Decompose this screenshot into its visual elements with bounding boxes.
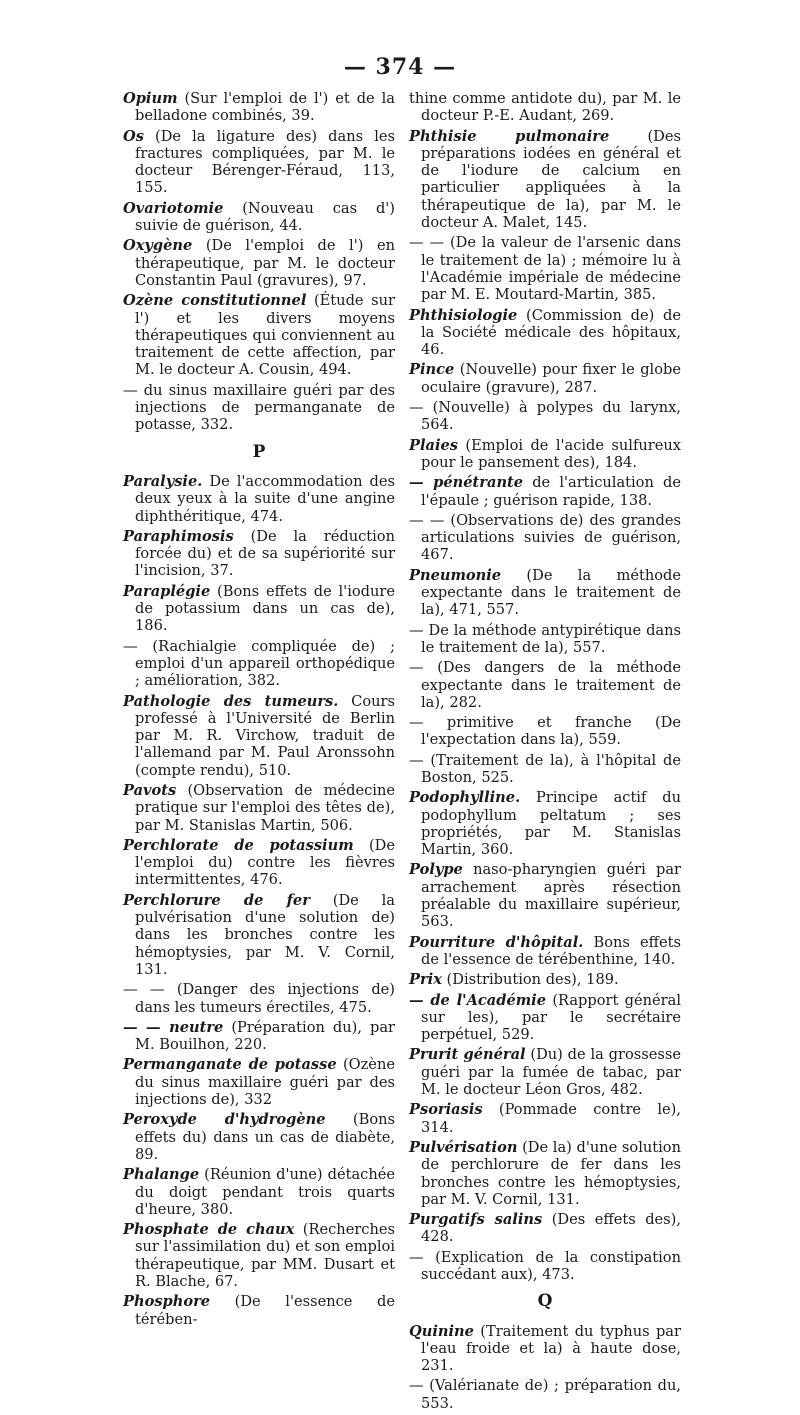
index-entry: [409, 512, 681, 564]
index-entry: [409, 234, 681, 303]
index-entry: [123, 473, 395, 525]
entry-text: — (Explication de la constipation succédant aux), 473.: [409, 1248, 681, 1283]
index-entry: [409, 1101, 681, 1136]
entry-term: Peroxyde d'hydrogène: [123, 1111, 326, 1129]
entry-term: — de l'Académie: [409, 991, 547, 1009]
entry-text: De l'accommodation des deux yeux à la suite d'une angine diphthéritique, 474.: [135, 472, 395, 525]
entry-text: (De l'essence de térében-: [135, 1293, 395, 1328]
entry-term: Ovariotomie: [123, 199, 224, 217]
entry-text: (Nouveau cas d') suivie de guérison, 44.: [135, 199, 395, 235]
index-entry: [123, 528, 395, 580]
section-letter: Q: [537, 1291, 553, 1312]
entry-text: (Commission de) de la Société médicale des hôpitaux, 46.: [421, 306, 681, 359]
entry-term: Opium: [123, 90, 178, 107]
entry-text: (De la pulvérisation d'une solution de) dans les bronches contre les hémoptysies, par M. V. Cornil, 131.: [135, 891, 395, 978]
entry-term: — — neutre: [123, 1018, 224, 1036]
entry-text: (De l'emploi de l') en thérapeutique, par M. le docteur Constantin Paul (gravures), 97.: [135, 237, 395, 289]
entry-term: Quinine: [409, 1322, 474, 1340]
entry-term: Ozène constitutionnel: [123, 292, 307, 310]
entry-term: Prurit général: [409, 1046, 526, 1064]
entry-text: (Traitement du typhus par l'eau froide et la) à haute dose, 231.: [421, 1322, 681, 1375]
index-entry: [123, 583, 395, 635]
entry-term: Pneumonie: [409, 566, 502, 584]
index-entry: [123, 837, 395, 889]
index-entry: [409, 714, 681, 749]
entry-text: — — (Observations de) des grandes articulations suivies de guérison, 467.: [409, 511, 681, 564]
entry-term: Phosphate de chaux: [123, 1221, 295, 1239]
index-entry: [123, 382, 395, 434]
section-letter: P: [252, 441, 266, 462]
left-column: [123, 90, 395, 1331]
entry-term: Purgatifs salins: [409, 1211, 543, 1229]
entry-term: Podophylline.: [409, 789, 521, 807]
entry-text: (De la méthode expectante dans le traitement de la), 471, 557.: [421, 566, 681, 619]
index-entry: [409, 437, 681, 472]
entry-text: (Observation de médecine pratique sur l'emploi des têtes de), par M. Stanislas Martin, 506.: [135, 781, 395, 834]
index-entry: [409, 1249, 681, 1284]
index-entry: [409, 992, 681, 1044]
entry-term: Pathologie des tumeurs.: [123, 692, 339, 710]
entry-text: de l'articulation de l'épaule ; guérison rapide, 138.: [421, 474, 681, 509]
entry-text: (De la réduction forcée du) et de sa supériorité sur l'incision, 37.: [135, 527, 395, 580]
index-entry: [123, 1293, 395, 1328]
index-entry: [123, 128, 395, 197]
entry-text: (Bons effets de l'iodure de potassium dans un cas de), 186.: [135, 582, 395, 635]
index-entry: [123, 1111, 395, 1163]
entry-term: Paraplégie: [123, 582, 211, 600]
entry-term: Phalange: [123, 1166, 200, 1184]
index-entry: [409, 567, 681, 619]
entry-term: — pénétrante: [409, 474, 524, 492]
entry-text: — (Nouvelle) à polypes du larynx, 564.: [409, 399, 681, 434]
index-entry: [123, 892, 395, 978]
entry-text: (De l'emploi du) contre les fièvres intermittentes, 476.: [135, 836, 395, 889]
entry-term: Permanganate de potasse: [123, 1056, 337, 1074]
index-entry: [123, 1166, 395, 1218]
index-entry: [409, 128, 681, 232]
index-entry: [123, 981, 395, 1016]
index-entry: [409, 474, 681, 509]
entry-text: thine comme antidote du), par M. le docteur P.-E. Audant, 269.: [409, 90, 681, 125]
index-entry: [409, 1211, 681, 1246]
entry-term: Oxygène: [123, 237, 193, 255]
entry-text: (Emploi de l'acide sulfureux pour le pansement des), 184.: [421, 436, 681, 471]
index-entry: [123, 693, 395, 779]
index-entry: [123, 237, 395, 289]
index-entry: [409, 934, 681, 969]
index-entry: [123, 638, 395, 690]
entry-term: Paralysie.: [123, 472, 203, 490]
entry-text: (Distribution des), 189.: [441, 971, 619, 989]
entry-text: — — (De la valeur de l'arsenic dans le traitement de la) ; mémoire lu à l'Académie impériale de médecine par M. E. Moutard-Martin, 385.: [409, 234, 681, 304]
index-entry: [409, 622, 681, 657]
entry-term: Paraphimosis: [123, 527, 234, 545]
entry-text: — De la méthode antypirétique dans le traitement de la), 557.: [409, 621, 681, 656]
index-entry: [123, 782, 395, 834]
index-entry: [409, 1139, 681, 1208]
entry-text: — — (Danger des injections de) dans les tumeurs érectiles, 475.: [123, 981, 395, 1016]
entry-term: Psoriasis: [409, 1101, 483, 1119]
entry-text: (De la ligature des) dans les fractures compliquées, par M. le docteur Bérenger-Féraud, 113, 155.: [135, 127, 395, 197]
entry-term: Phthisiologie: [409, 306, 518, 324]
index-entry: [409, 1377, 681, 1412]
entry-term: Pince: [409, 361, 455, 379]
entry-text: (Bons effets du) dans un cas de diabète, 89.: [135, 1111, 395, 1163]
entry-text: (Réunion d'une) détachée du doigt pendant trois quarts d'heure, 380.: [135, 1166, 395, 1218]
entry-term: Polype: [409, 861, 463, 879]
entry-text: Bons effets de l'essence de térébenthine, 140.: [421, 933, 682, 968]
entry-term: Pourriture d'hôpital.: [409, 933, 584, 951]
entry-text: (Du) de la grossesse guéri par la fumée de tabac, par M. le docteur Léon Gros, 482.: [421, 1046, 681, 1099]
entry-text: (De la) d'une solution de perchlorure de fer dans les bronches contre les hémoptysies, par M. V. Cornil, 131.: [421, 1138, 681, 1208]
entry-text: Principe actif du podophyllum peltatum ; ses propriétés, par M. Stanislas Martin, 360.: [421, 789, 681, 859]
entry-text: — (Valérianate de) ; préparation du, 553.: [409, 1377, 681, 1412]
entry-text: (Préparation du), par M. Bouilhon, 220.: [135, 1018, 395, 1054]
entry-term: Perchlorure de fer: [123, 891, 310, 909]
entry-term: Pavots: [123, 781, 177, 799]
index-entry: [123, 1019, 395, 1054]
entry-text: — du sinus maxillaire guéri par des injections de permanganate de potasse, 332.: [123, 381, 395, 434]
index-entry: [409, 789, 681, 858]
index-entry: [409, 399, 681, 434]
entry-text: — primitive et franche (De l'expectation dans la), 559.: [409, 714, 681, 749]
index-entry: [123, 90, 395, 125]
entry-text: — (Rachialgie compliquée de) ; emploi d'un appareil orthopédique ; amélioration, 382.: [123, 637, 395, 690]
index-entry: [409, 361, 681, 396]
index-entry: [123, 200, 395, 235]
index-entry: [409, 971, 681, 988]
entry-text: — (Traitement de la), à l'hôpital de Boston, 525.: [409, 751, 681, 786]
entry-term: Phthisie pulmonaire: [409, 127, 610, 145]
index-entry: [409, 861, 681, 930]
entry-text: (Nouvelle) pour fixer le globe oculaire (gravure), 287.: [421, 361, 681, 396]
index-entry: [123, 292, 395, 378]
entry-term: Perchlorate de potassium: [123, 836, 354, 854]
entry-text: — (Des dangers de la méthode expectante dans le traitement de la), 282.: [409, 659, 681, 711]
entry-text: Cours professé à l'Université de Berlin par M. R. Virchow, traduit de l'allemand par M. Paul Aronssohn (compte rendu), 510.: [135, 692, 395, 779]
index-entry: [409, 1323, 681, 1375]
entry-term: Plaies: [409, 436, 459, 454]
entry-text: (Recherches sur l'assimilation du) et son emploi thérapeutique, par MM. Dusart et R. Blache, 67.: [135, 1221, 396, 1290]
entry-text: (Des préparations iodées en général et de l'iodure de calcium en particulier appliquées à la thérapeutique de la), par M. le docteur A. Malet, 145.: [421, 127, 681, 232]
index-entry: [123, 1056, 395, 1108]
entry-term: Phosphore: [123, 1293, 211, 1311]
entry-text: (Ozène du sinus maxillaire guéri par des injections de), 332: [135, 1056, 395, 1109]
index-entry: [123, 1221, 395, 1290]
entry-text: naso-pharyngien guéri par arrachement après résection préalable du maxillaire supérieur, 563.: [421, 861, 681, 931]
entry-text: (Étude sur l') et les divers moyens thérapeutiques qui conviennent au traitement de cette affection, par M. le docteur A. Cousin, 494.: [135, 292, 396, 379]
index-entry: [409, 90, 681, 125]
right-column: [409, 90, 681, 1415]
index-entry: [409, 752, 681, 787]
entry-term: Prix: [409, 971, 442, 989]
index-entry: [409, 1046, 681, 1098]
index-entry: [409, 659, 681, 711]
entry-text: (Rapport général sur les), par le secrétaire perpétuel, 529.: [421, 991, 682, 1044]
entry-text: (Pommade contre le), 314.: [421, 1101, 681, 1136]
entry-text: (Des effets des), 428.: [421, 1211, 681, 1246]
index-entry: [409, 307, 681, 359]
page-number: — 374 —: [343, 54, 457, 80]
entry-term: Os: [123, 127, 144, 145]
entry-term: Pulvérisation: [409, 1138, 518, 1156]
entry-text: (Sur l'emploi de l') et de la belladone combinés, 39.: [135, 90, 395, 125]
